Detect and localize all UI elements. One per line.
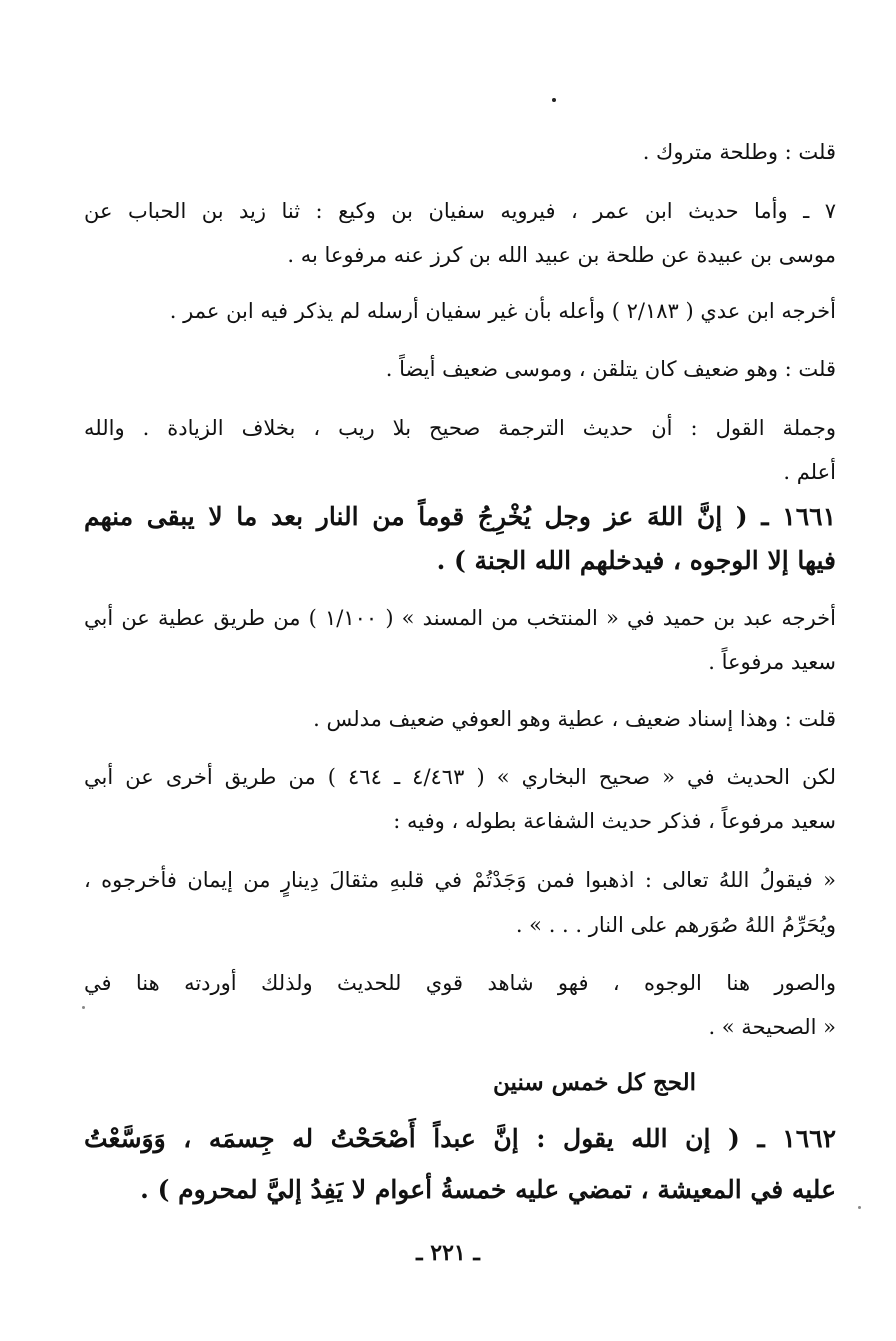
quote-line-1: « فيقولُ اللهُ تعالى : اذهبوا فمن وَجَدْتُمْ في قلبهِ مثقالَ دِينارٍ من إيمان فأخرجوه ،	[84, 868, 836, 892]
page-number: ـ ٢٢١ ـ	[416, 1240, 480, 1266]
hadith-1661-line-2: فيها إلا الوجوه ، فيدخلهم الله الجنة ) .	[436, 546, 836, 575]
text-line-4: أخرجه ابن عدي ( ٢/١٨٣ ) وأعله بأن غير سفيان أرسله لم يذكر فيه ابن عمر .	[169, 299, 836, 323]
text-line-7: أعلم .	[783, 460, 836, 484]
stray-dot	[552, 98, 556, 102]
text-line-3: موسى بن عبيدة عن طلحة بن عبيد الله بن كرز عنه مرفوعا به .	[287, 243, 836, 267]
text-line-1: قلت : وطلحة متروك .	[642, 140, 836, 164]
edge-speck	[858, 1206, 861, 1209]
text-line-6: وجملة القول : أن حديث الترجمة صحيح بلا ريب ، بخلاف الزيادة . والله	[84, 416, 836, 440]
text-line-5: قلت : وهو ضعيف كان يتلقن ، وموسى ضعيف أيضاً .	[385, 357, 836, 381]
text-line-13: لكن الحديث في « صحيح البخاري » ( ٤/٤٦٣ ـ ٤٦٤ ) من طريق أخرى عن أبي	[84, 765, 836, 789]
edge-speck	[82, 1006, 85, 1009]
hadith-1662-line-1: ١٦٦٢ ـ ( إن الله يقول : إنَّ عبداً أَصْحَحْتُ له جِسمَه ، وَوَسَّعْتُ	[84, 1124, 836, 1153]
text-line-10: أخرجه عبد بن حميد في « المنتخب من المسند » ( ١/١٠٠ ) من طريق عطية عن أبي	[84, 606, 836, 630]
hadith-1662-line-2: عليه في المعيشة ، تمضي عليه خمسةُ أعوام لا يَفِدُ إليَّ لمحروم ) .	[140, 1175, 836, 1204]
section-heading: الحج كل خمس سنين	[493, 1069, 696, 1096]
quote-line-2: ويُحَرِّمُ اللهُ صُوَرهم على النار . . . » .	[515, 913, 836, 937]
text-line-14: سعيد مرفوعاً ، فذكر حديث الشفاعة بطوله ، وفيه :	[393, 809, 836, 833]
text-line-11: سعيد مرفوعاً .	[708, 650, 836, 674]
text-line-12: قلت : وهذا إسناد ضعيف ، عطية وهو العوفي ضعيف مدلس .	[313, 707, 836, 731]
text-line-18: « الصحيحة » .	[708, 1015, 836, 1039]
hadith-1661-line-1: ١٦٦١ ـ ( إنَّ اللهَ عز وجل يُخْرِجُ قوماً من النار بعد ما لا يبقى منهم	[84, 502, 836, 531]
text-line-17: والصور هنا الوجوه ، فهو شاهد قوي للحديث ولذلك أوردته هنا في	[84, 971, 836, 995]
text-line-2: ٧ ـ وأما حديث ابن عمر ، فيرويه سفيان بن وكيع : ثنا زيد بن الحباب عن	[84, 199, 836, 223]
